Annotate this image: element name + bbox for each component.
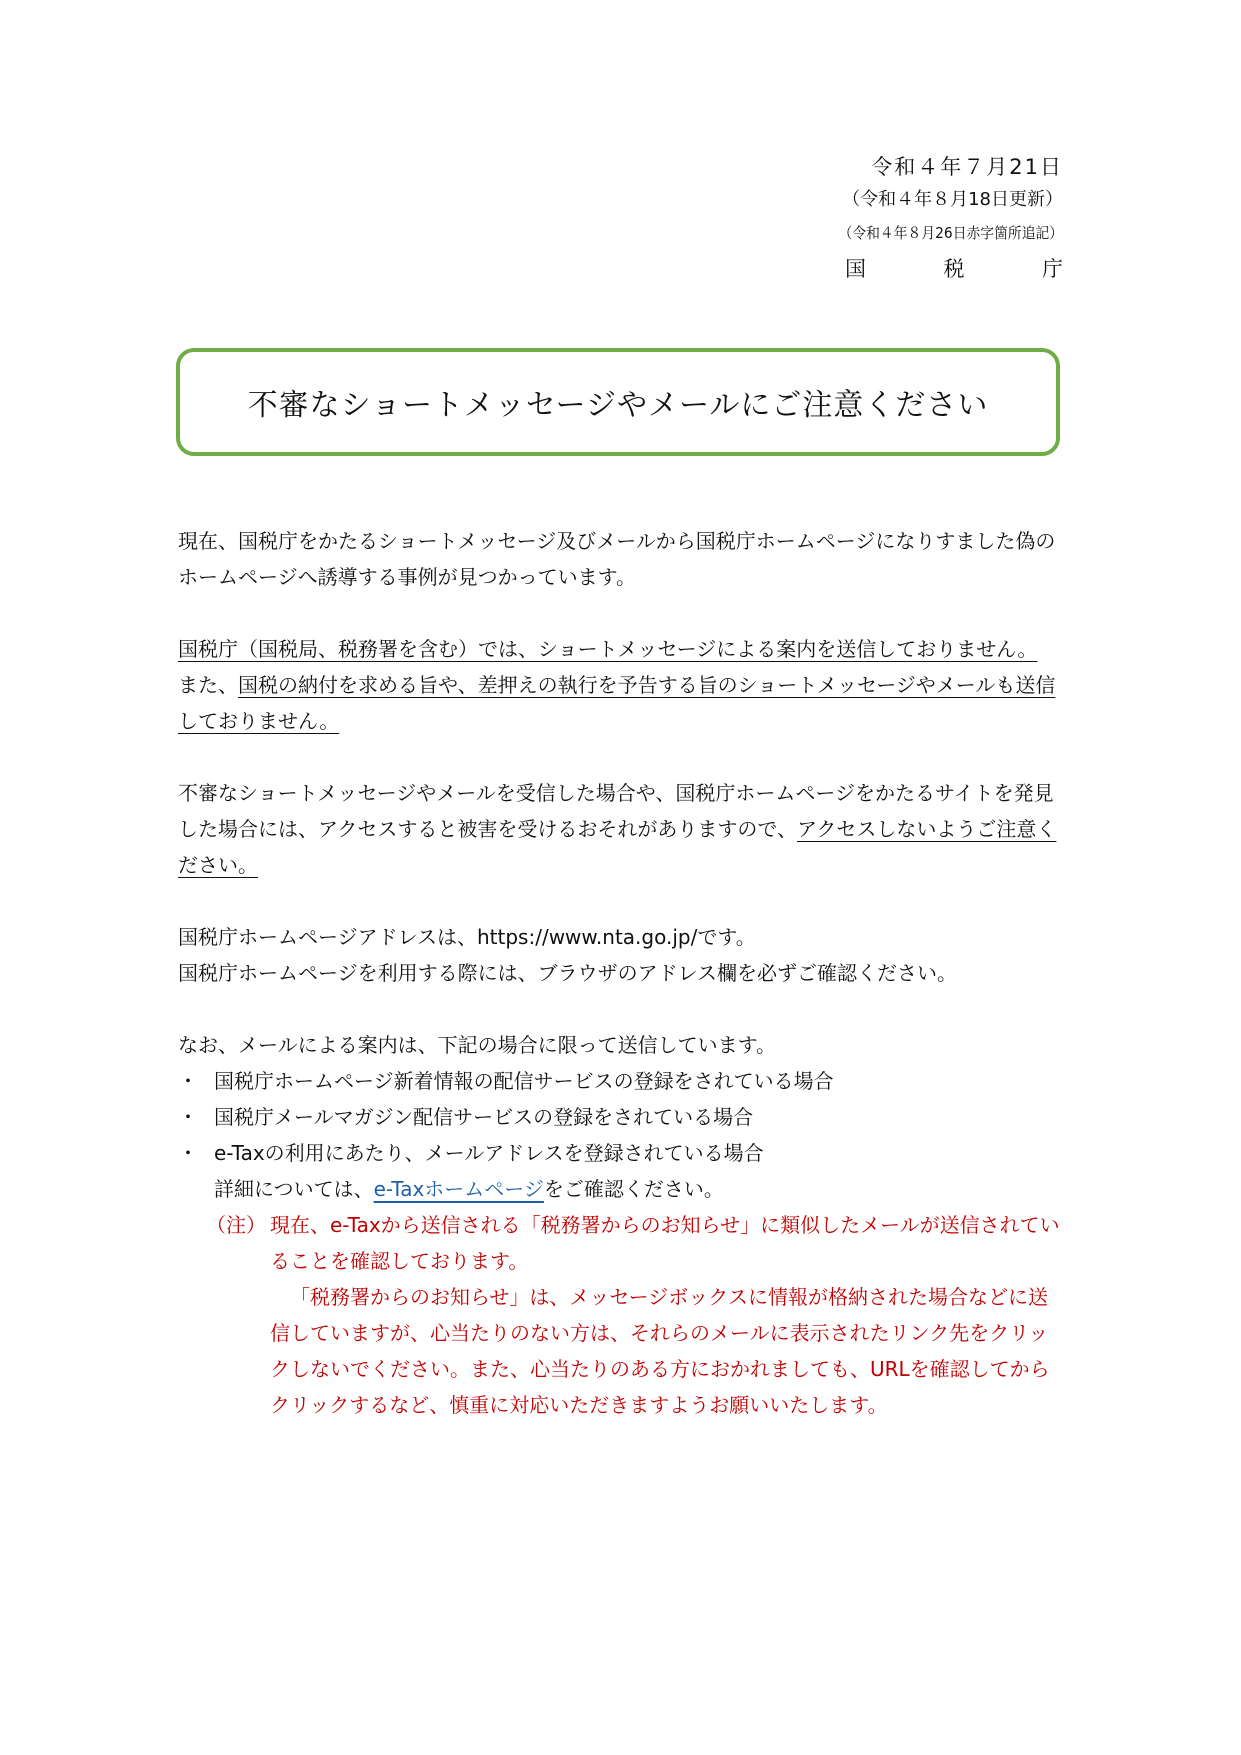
note-first-para [206, 1207, 1063, 1279]
list-item [178, 1099, 1063, 1135]
intro-paragraph: 現在、国税庁をかたるショートメッセージ及びメールから国税庁ホームページになりすました偽のホームページへ誘導する事例が見つかっています。 [178, 529, 1056, 589]
detail-suffix: をご確認ください。 [543, 1177, 724, 1201]
updated-date: （令和４年８月18日更新） [842, 189, 1063, 210]
bullet-dot: ・ [178, 1069, 198, 1093]
payment-notice-prefix: また、 [178, 673, 238, 697]
agency-char: 庁 [1042, 257, 1063, 281]
list-item-text: e-Taxの利用にあたり、メールアドレスを登録されている場合 [214, 1141, 764, 1165]
list-item [178, 1063, 1063, 1099]
address-check-line: 国税庁ホームページを利用する際には、ブラウザのアドレス欄を必ずご確認ください。 [178, 961, 957, 985]
list-item-text: 国税庁ホームページ新着情報の配信サービスの登録をされている場合 [214, 1069, 834, 1093]
detail-prefix: 詳細については、 [214, 1177, 374, 1201]
note-text-1: 現在、e-Taxから送信される「税務署からのお知らせ」に類似したメールが送信されていることを確認しております。 [270, 1213, 1060, 1273]
added-date: （令和４年８月26日赤字箇所追記） [838, 224, 1063, 242]
detail-line [178, 1171, 1063, 1207]
warning-emphasis: アクセスしないようご注意ください。 [178, 817, 1057, 877]
sms-notice-text: 国税庁（国税局、税務署を含む）では、ショートメッセージによる案内を送信しておりません。 [178, 637, 1038, 661]
agency-name [845, 250, 1063, 288]
header-block [819, 150, 1063, 288]
email-intro: なお、メールによる案内は、下記の場合に限って送信しています。 [178, 1033, 776, 1057]
note-text-2: 「税務署からのお知らせ」は、メッセージボックスに情報が格納された場合などに送信していますが、心当たりのない方は、それらのメールに表示されたリンク先をクリックしないでください。また、心当たりのある方におかれましても、URLを確認してからクリックするなど、慎重に対応いただきますようお願いいたします。 [270, 1285, 1050, 1417]
list-item-text: 国税庁メールマガジン配信サービスの登録をされている場合 [214, 1105, 754, 1129]
warning-paragraph [178, 775, 1063, 883]
address-line: 国税庁ホームページアドレスは、https://www.nta.go.jp/です。 [178, 925, 756, 949]
title-frame [176, 348, 1060, 456]
note-label: （注） [206, 1213, 266, 1237]
agency-char: 国 [845, 257, 866, 281]
warning-text: 不審なショートメッセージやメールを受信した場合や、国税庁ホームページをかたるサイトを発見した場合には、アクセスすると被害を受けるおそれがありますので、 [178, 781, 1054, 841]
list-item [178, 1135, 1063, 1171]
bullet-dot: ・ [178, 1105, 198, 1129]
body-content [178, 523, 1063, 1423]
payment-notice-paragraph [178, 667, 1063, 739]
payment-notice-text: 国税の納付を求める旨や、差押えの執行を予告する旨のショートメッセージやメールも送信しておりません。 [178, 673, 1056, 733]
etax-homepage-link[interactable]: e-Taxホームページ [373, 1177, 544, 1201]
red-note [206, 1207, 1063, 1423]
agency-char: 税 [943, 257, 965, 281]
issue-date: 令和４年７月21日 [871, 155, 1063, 179]
sms-notice-paragraph [178, 631, 1063, 667]
page-title: 不審なショートメッセージやメールにご注意ください [247, 388, 989, 423]
note-second-para [206, 1279, 1063, 1423]
bullet-dot: ・ [178, 1141, 198, 1165]
